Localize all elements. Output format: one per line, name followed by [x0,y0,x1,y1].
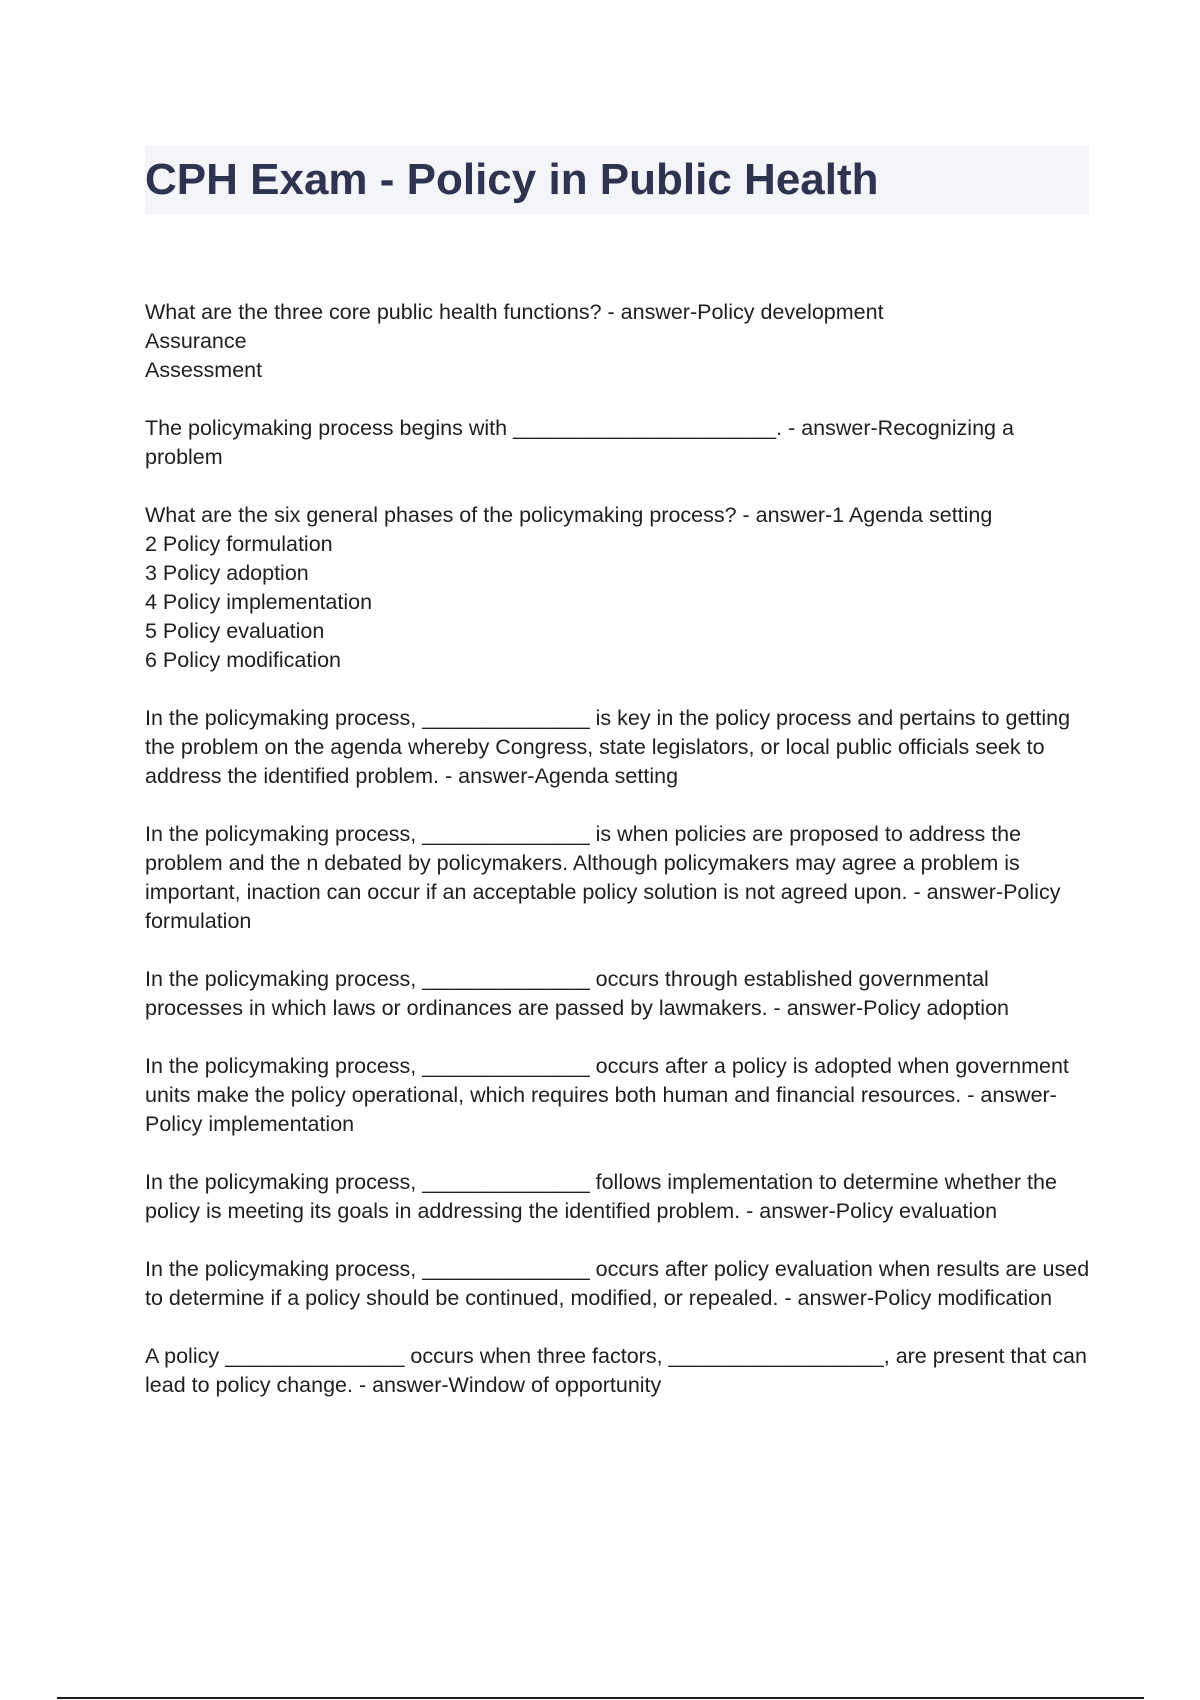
question-answer-list [145,298,1090,1429]
qa-item-8: In the policymaking process, ______________ follows implementation to determine whether the policy is meeting its goals in addressing the identified problem. - answer-Policy evaluation [145,1170,1057,1223]
qa-item-2: The policymaking process begins with ______________________. - answer-Recognizing a problem [145,416,1014,469]
qa-item-6: In the policymaking process, ______________ occurs through established governmental processes in which laws or ordinances are passed by lawmakers. - answer-Policy adoption [145,967,1009,1020]
qa-item-9: In the policymaking process, ______________ occurs after policy evaluation when results are used to determine if a policy should be continued, modified, or repealed. - answer-Policy modification [145,1257,1090,1310]
qa-item-1: What are the three core public health functions? - answer-Policy development Assurance Assessment [145,300,884,382]
footer-divider [57,1697,1144,1699]
qa-item-5: In the policymaking process, ______________ is when policies are proposed to address the problem and the n debated by policymakers. Although policymakers may agree a problem is important, inaction can occur if an acceptable policy solution is not agreed upon. - answer-Policy formulation [145,822,1061,933]
qa-item-4: In the policymaking process, ______________ is key in the policy process and pertains to getting the problem on the agenda whereby Congress, state legislators, or local public officials seek to address the identified problem. - answer-Agenda setting [145,706,1071,788]
qa-item-10: A policy _______________ occurs when three factors, __________________, are present that can lead to policy change. - answer-Window of opportunity [145,1344,1087,1397]
qa-item-3: What are the six general phases of the policymaking process? - answer-1 Agenda setting 2 Policy formulation 3 Policy adoption 4 Policy implementation 5 Policy evaluation 6 Policy modification [145,503,993,672]
page-title: CPH Exam - Policy in Public Health [145,155,879,204]
qa-item-7: In the policymaking process, ______________ occurs after a policy is adopted when government units make the policy operational, which requires both human and financial resources. - answer-Policy implementation [145,1054,1069,1136]
